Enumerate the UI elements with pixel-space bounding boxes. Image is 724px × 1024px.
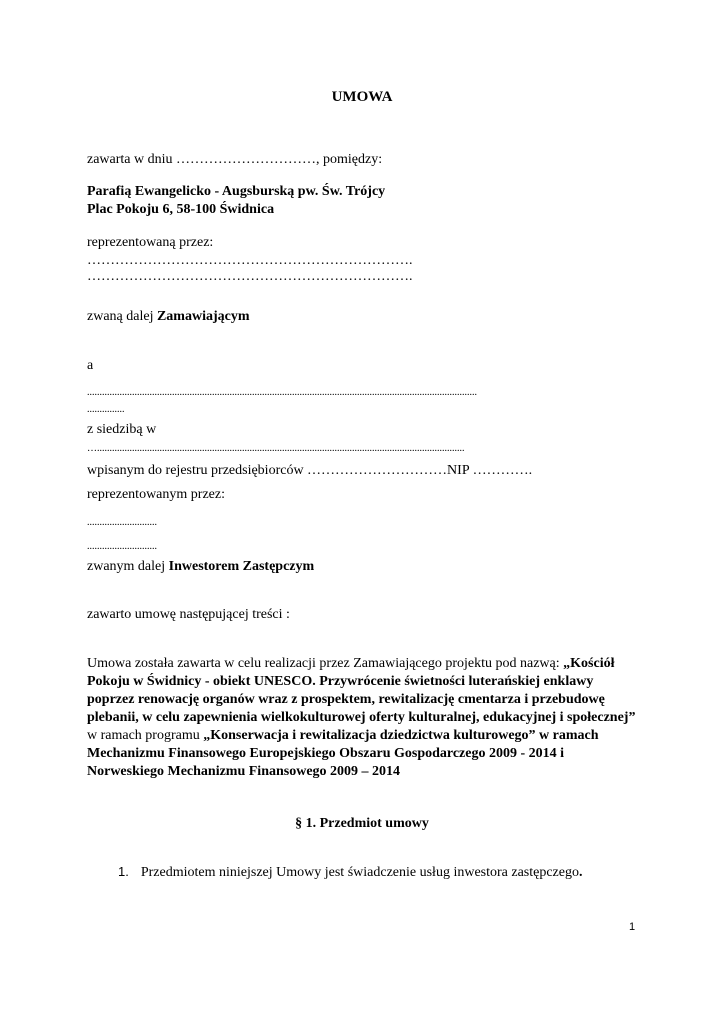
date-placeholder: ………………………… [176,152,317,167]
party2-represented-label: reprezentowanym przez: [87,487,225,502]
party2-called-name: Inwestorem Zastępczym [168,559,315,574]
page-number: 1 [629,921,636,933]
party1-address: Plac Pokoju 6, 58-100 Świdnica [87,202,275,217]
intro-prefix: zawarta w dniu [87,152,177,167]
list-item [118,863,583,882]
party2-seat-dots: …................................................................................................................................................... [87,443,465,454]
document-title: UMOWA [331,89,393,105]
party1-called-name: Zamawiającym [156,309,250,324]
party1-called-prefix: zwaną dalej [87,309,157,324]
and-word: a [87,358,94,373]
party1-called-line [87,308,250,326]
purpose-paragraph [87,655,642,781]
concluded-line: zawarto umowę następującej treści : [87,607,290,622]
program-name: „Konserwacja i rewitalizacja dziedzictwa kulturowego” w ramach Mechanizmu Finansowego Europejskiego Obszaru Gospodarczego 2009 - 2014 i Norweskiego Mechanizmu Finansowego 2009 – 2014 [87,728,599,779]
purpose-prefix: Umowa została zawarta w celu realizacji przez Zamawiającego projektu pod nazwą: [87,656,564,671]
party2-called-line [87,558,314,576]
party1-rep-line-1: ……………………………………………………………. [87,253,413,268]
party2-seat-label: z siedzibą w [87,422,157,437]
party1-rep-line-2: ……………………………………………………………. [87,269,413,284]
party1-represented-label: reprezentowaną przez: [87,235,214,250]
party2-register-line: wpisanym do rejestru przedsiębiorców …………………………NIP …………. [87,463,533,478]
party2-rep-dots-1: ............................ [87,517,157,528]
purpose-middle: w ramach programu [87,728,204,743]
party2-rep-dots-2: ............................ [87,541,157,552]
intro-suffix: , pomiędzy: [316,152,383,167]
section-heading: § 1. Przedmiot umowy [295,816,429,831]
party2-name-dots-1: ............................................................................................................................................................ [87,387,477,398]
party1-name: Parafią Ewangelicko - Augsburską pw. Św. Trójcy [87,184,386,199]
party2-called-prefix: zwanym dalej [87,559,169,574]
list-item-number: 1. [118,864,129,879]
list-item-text: Przedmiotem niniejszej Umowy jest świadczenie usług inwestora zastępczego [140,865,579,880]
party2-name-dots-2: ............... [87,404,125,415]
intro-line [87,151,382,169]
project-name: „Kościół Pokoju w Świdnicy - obiekt UNESCO. Przywrócenie świetności luterańskiej enklawy poprzez renowację organów wraz z prospektem, rewitalizację cmentarza i przebudowę plebanii, w celu zapewnienia wielkokulturowej oferty kulturalnej, edukacyjnej i społecznej” [87,656,636,725]
list-item-period: . [579,865,583,880]
